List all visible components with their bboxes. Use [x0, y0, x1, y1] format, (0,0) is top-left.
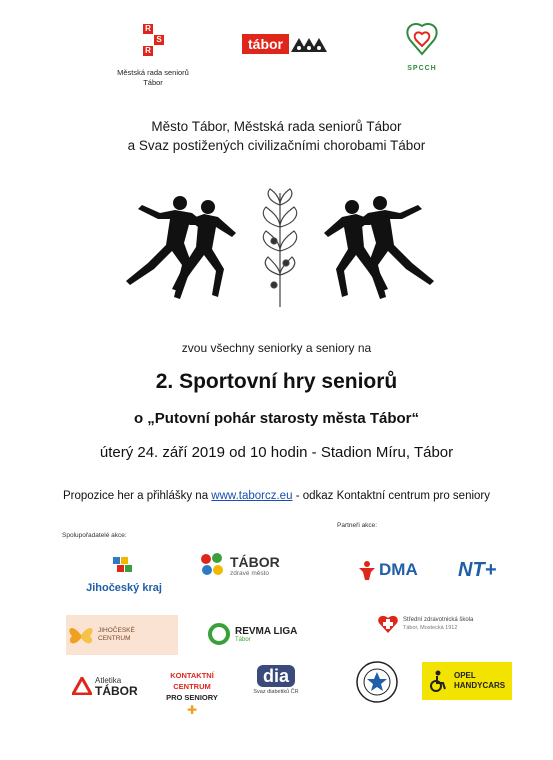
opel-line1: OPEL	[454, 671, 476, 680]
dia-mark: dia	[257, 665, 295, 687]
organizers-line1: Město Tábor, Městská rada seniorů Tábor	[151, 119, 402, 134]
partners-heading: Partneři akce:	[337, 522, 378, 529]
rsr-caption-line1: Městská rada seniorů	[117, 68, 189, 77]
wheelchair-icon	[426, 669, 450, 693]
rsr-letter-r: R	[143, 24, 153, 34]
event-title: 2. Sportovní hry seniorů	[155, 370, 398, 393]
revma-liga-name: REVMA LIGA	[235, 625, 298, 637]
website-link[interactable]: www.taborcz.eu	[211, 490, 293, 502]
kontaktni-centrum-logo	[164, 670, 220, 716]
kontaktni-plus-icon: ✚	[186, 703, 198, 717]
spcch-heart-icon	[400, 22, 444, 60]
atletika-line2: TÁBOR	[95, 684, 138, 698]
jihocesky-kraj-text: Jihočeský kraj	[86, 582, 162, 594]
kraj-mark-icon	[111, 555, 137, 577]
centrum-line2: CENTRUM	[98, 635, 131, 642]
runners-illustration	[120, 185, 440, 310]
event-date-place: úterý 24. září 2019 od 10 hodin - Stadion Míru, Tábor	[99, 444, 454, 461]
heart-cross-icon	[377, 613, 399, 635]
dma-figure-icon	[357, 560, 377, 580]
kontaktni-line3: PRO SENIORY	[166, 693, 218, 702]
opel-handycars-logo	[422, 662, 512, 700]
dma-text: DMA	[379, 560, 418, 579]
laurel-branch	[263, 189, 296, 307]
tabor-city-logo	[242, 34, 329, 54]
zdrave-mesto-icon	[197, 550, 227, 580]
revma-liga-sub: Tábor	[235, 636, 251, 643]
spcch-caption: SPCCH	[407, 65, 437, 72]
kontaktni-line2: CENTRUM	[173, 682, 211, 691]
dia-sub: Svaz diabetiků ČR	[253, 689, 299, 695]
policie-logo	[355, 660, 399, 704]
atletika-tabor-logo	[72, 675, 138, 697]
nt-logo: NT+	[458, 559, 497, 581]
revma-ring-icon	[207, 622, 231, 646]
opel-line2: HANDYCARS	[454, 681, 506, 690]
right-runners	[324, 196, 434, 299]
info-prefix: Propozice her a přihlášky na	[62, 490, 209, 502]
tabor-triangles-icon	[289, 34, 329, 54]
rsr-logo	[143, 24, 164, 56]
rsr-caption	[108, 68, 198, 88]
zdravotnicka-skola-logo	[377, 613, 473, 635]
rsr-letter-r2: R	[143, 46, 153, 56]
event-subtitle: o „Putovní pohár starosty města Tábor“	[133, 410, 420, 427]
butterfly-icon	[66, 620, 96, 650]
atletika-triangle-icon	[72, 677, 92, 695]
police-star-icon	[355, 660, 399, 704]
organizers-line2: a Svaz postižených civilizačními chorobami Tábor	[127, 138, 426, 153]
tabor-logo-text: tábor	[242, 34, 289, 54]
centrum-line1: JIHOČESKÉ	[98, 627, 135, 634]
jihocesky-kraj-logo	[80, 555, 168, 594]
rsr-mark	[143, 24, 164, 56]
coorganizers-heading: Spolupořadatelé akce:	[62, 532, 127, 539]
rsr-caption-line2: Tábor	[143, 78, 163, 87]
left-runners	[126, 196, 236, 299]
zdrave-mesto-sub: zdravé město	[230, 569, 270, 577]
zdravotnicka-skola-line1: Střední zdravotnická škola	[403, 617, 474, 623]
invitation-text: zvou všechny seniorky a seniory na	[181, 341, 372, 355]
atletika-line1: Atletika	[95, 676, 122, 685]
tabor-zdrave-mesto-logo	[197, 550, 280, 580]
revma-liga-logo	[207, 622, 297, 646]
svaz-diabetiku-logo	[248, 665, 304, 695]
kontaktni-line1: KONTAKTNÍ	[170, 671, 214, 680]
jihocesky-centrum-logo	[66, 615, 178, 655]
zdrave-mesto-name: TÁBOR	[230, 553, 280, 570]
zdravotnicka-skola-line2: Tábor, Mostecká 1912	[403, 625, 458, 631]
rsr-letter-s: S	[154, 35, 164, 45]
dma-logo	[357, 560, 418, 580]
info-suffix: - odkaz Kontaktní centrum pro seniory	[295, 490, 491, 502]
spcch-logo	[400, 22, 444, 72]
registration-info	[0, 490, 553, 502]
